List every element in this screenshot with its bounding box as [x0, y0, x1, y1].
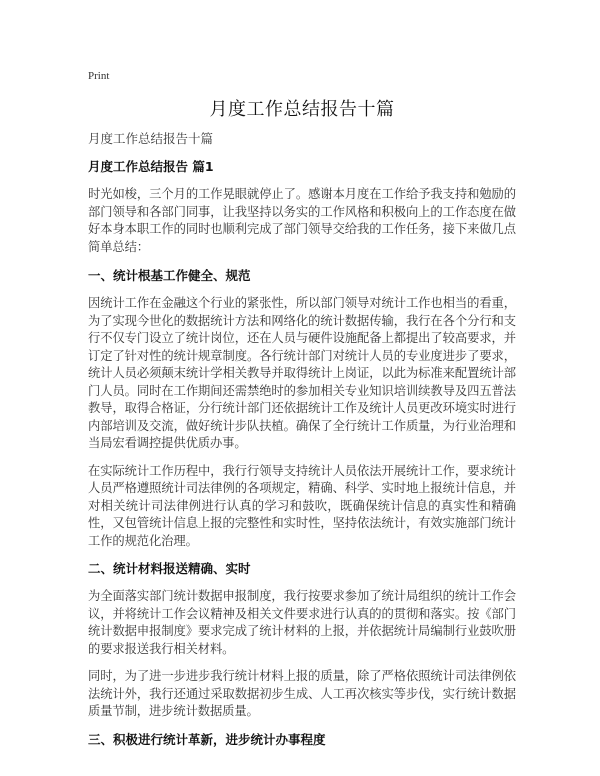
- print-label[interactable]: Print: [88, 70, 110, 82]
- section-heading-2: 二、统计材料报送精确、实时: [88, 561, 251, 576]
- intro-paragraph: 时光如梭，三个月的工作晃眼就停止了。感谢本月度在工作给予我支持和勉励的部门领导和各部门同事，让我坚持以务实的工作风格和积极向上的工作态度在做好本身本职工作的同时也顺利完成了部门领导交给我的工作任务，接下来做几点简单总结：: [88, 187, 516, 254]
- section-2-paragraph-2: 同时，为了进一步进步我行统计材料上报的质量，除了严格依照统计司法律例依法统计外，我行还通过采取数据初步生成、人工再次核实等步伐，实行统计数据质量节制，进步统计数据质量。: [88, 669, 516, 718]
- section-heading-3: 三、积极进行统计革新，进步统计办事程度: [88, 731, 326, 747]
- document-page: [88, 68, 516, 749]
- document-subtitle: 月度工作总结报告十篇: [88, 131, 214, 146]
- section-1-paragraph-1: 因统计工作在金融这个行业的紧张性，所以部门领导对统计工作也相当的看重，为了实现今世化的数据统计方法和网络化的统计数据传输，我行在各个分行和支行不仅专门设立了统计岗位，还在人员与硬件设施配备上都提出了较高要求，并订定了针对性的统计规章制度。各行统计部门对统计人员的专业度进步了要求，统计人员必须颠末统计学相关教导并取得统计上岗证，以此为标准来配置统计部门人员。同时在工作期间还需禁绝时的参加相关专业知识培训续教导及四五普法教导，取得合格证，分行统计部门还依据统计工作及统计人员更改环境实时进行内部培训及交流，做好统计步队扶植。确保了全行统计工作质量，为行业治理和当局宏看调控提供优质办事。: [88, 296, 516, 450]
- section-2-paragraph-1: 为全面落实部门统计数据申报制度，我行按要求参加了统计局组织的统计工作会议，并将统计工作会议精神及相关文件要求进行认真的的贯彻和落实。按《部门统计数据申报制度》要求完成了统计材料的上报，并依据统计局编制行业鼓吹册的要求报送我行相关材料。: [88, 589, 516, 656]
- section-1-paragraph-2: 在实际统计工作历程中，我行行领导支持统计人员依法开展统计工作，要求统计人员严格遵照统计司法律例的各项规定，精确、科学、实时地上报统计信息，并对相关统计司法律例进行认真的学习和鼓吹，既确保统计信息的真实性和精确性，又包管统计信息上报的完整性和实时性，坚持依法统计，有效实施部门统计工作的规范化治理。: [88, 463, 516, 548]
- article-heading: 月度工作总结报告 篇1: [88, 159, 214, 174]
- document-title: 月度工作总结报告十篇: [209, 99, 395, 120]
- section-heading-1: 一、统计根基工作健全、规范: [88, 268, 251, 283]
